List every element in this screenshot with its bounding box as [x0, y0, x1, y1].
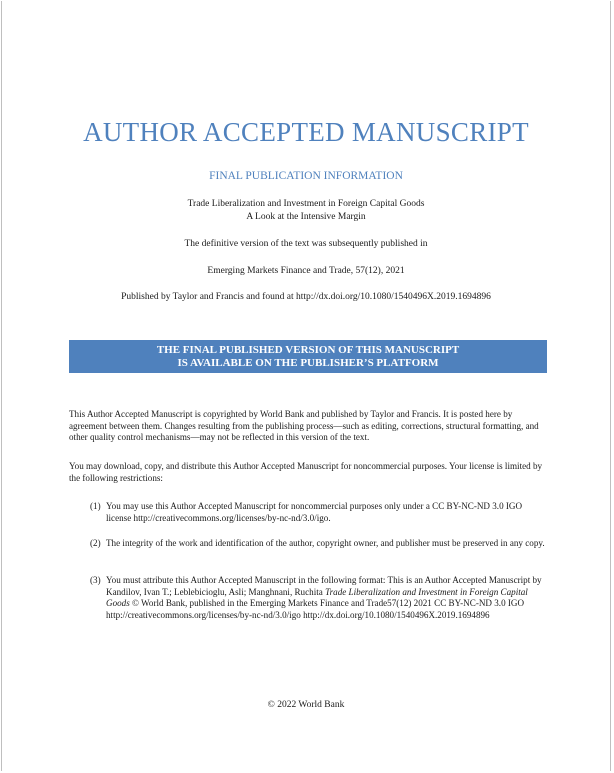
restriction-text [106, 575, 545, 621]
document-page [1, 1, 611, 771]
article-title-line2: A Look at the Intensive Margin [246, 212, 366, 222]
restriction-text: You may use this Author Accepted Manuscript for noncommercial purposes only under a CC BY-NC-ND 3.0 IGO license http://creativecommons.org/licenses/by-nc-nd/3.0/igo. [106, 501, 523, 523]
banner-line2: IS AVAILABLE ON THE PUBLISHER’S PLATFORM [177, 356, 439, 369]
definitive-version-note: The definitive version of the text was subsequently published in [184, 239, 428, 249]
banner-line1: THE FINAL PUBLISHED VERSION OF THIS MANUSCRIPT [156, 343, 460, 356]
page-subtitle: FINAL PUBLICATION INFORMATION [209, 170, 403, 182]
publisher-note: Published by Taylor and Francis and found at http://dx.doi.org/10.1080/1540496X.2019.1694896 [121, 292, 491, 302]
page-title: AUTHOR ACCEPTED MANUSCRIPT [83, 117, 529, 147]
restriction-item-3 [90, 575, 545, 621]
restriction-number: (2) [90, 538, 101, 548]
restriction-number: (3) [90, 575, 101, 585]
restriction-item-2 [90, 538, 545, 550]
article-title-line1: Trade Liberalization and Investment in Foreign Capital Goods [187, 199, 425, 209]
final-version-banner [69, 340, 547, 373]
attribution-text: You must attribute this Author Accepted Manuscript in the following format: This is an Author Accepted Manuscript by Kandilov, Ivan T.; Leblebicioglu, Asli; Manghnani, Ruchita [106, 575, 542, 597]
restriction-item-1 [90, 501, 545, 524]
license-paragraph: You may download, copy, and distribute this Author Accepted Manuscript for noncommercial purposes. Your license is limited by the following restrictions: [69, 461, 543, 483]
copyright-paragraph: This Author Accepted Manuscript is copyrighted by World Bank and published by Taylor and Francis. It is posted here by agreement between them. Changes resulting from the publishing process—such as editing, corrections, structural formatting, and other quality control mechanisms—may not be reflected in this version of the text. [69, 409, 539, 443]
journal-citation: Emerging Markets Finance and Trade, 57(12), 2021 [207, 266, 405, 276]
attribution-text-end: © World Bank, published in the Emerging Markets Finance and Trade57(12) 2021 CC BY-NC-ND 3.0 IGO http://creativecommons.org/licenses/by-nc-nd/3.0/igo http://dx.doi.org/10.1080/1540496X.2019.1694896 [106, 598, 525, 620]
footer-copyright: © 2022 World Bank [267, 700, 345, 710]
attribution-article-title: Trade Liberalization and Investment in Foreign Capital Goods [106, 586, 528, 609]
restriction-text: The integrity of the work and identification of the author, copyright owner, and publisher must be preserved in any copy. [106, 538, 545, 548]
restriction-number: (1) [90, 501, 101, 511]
